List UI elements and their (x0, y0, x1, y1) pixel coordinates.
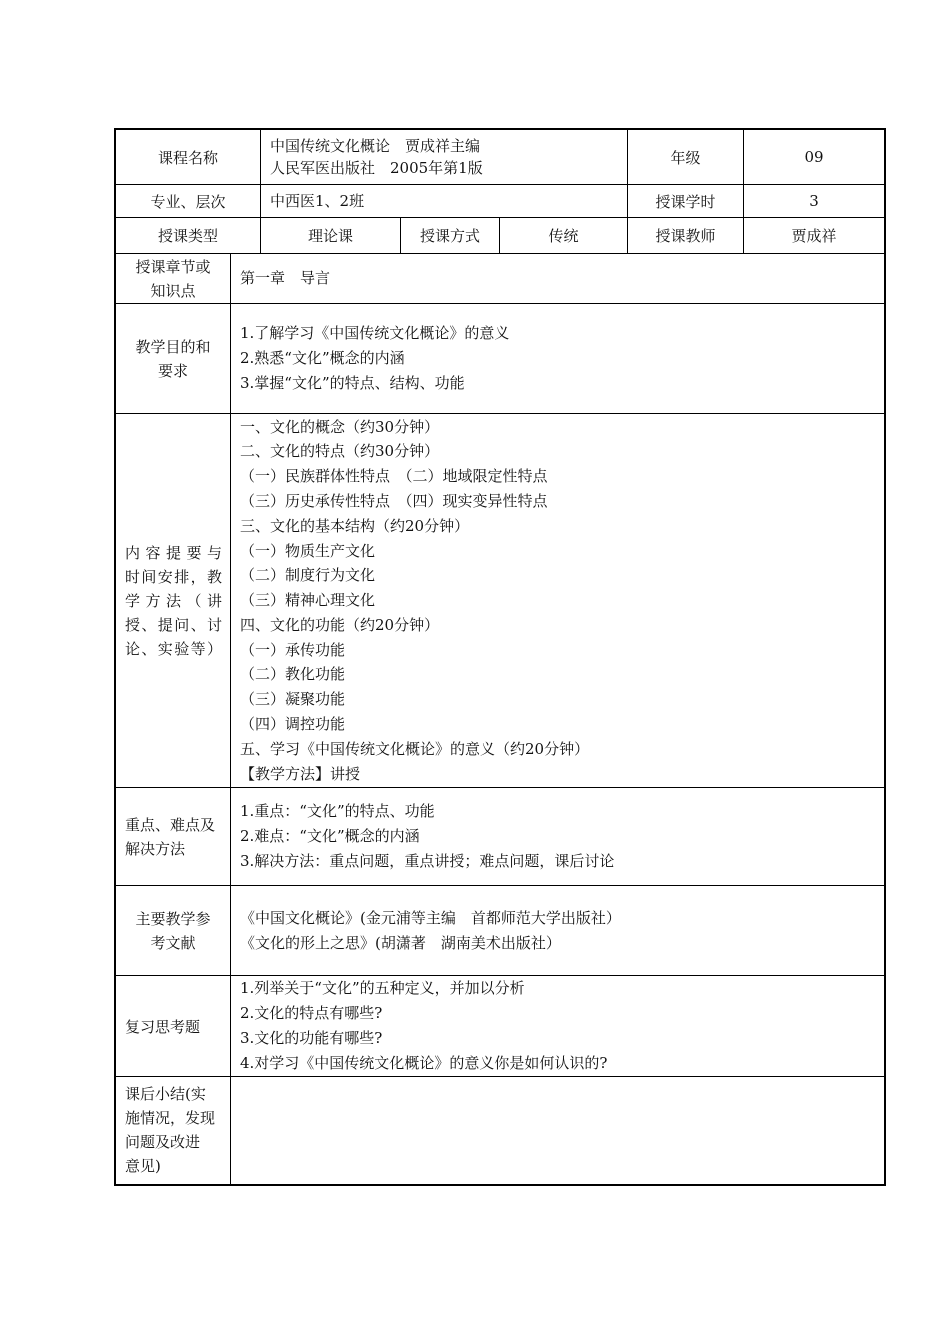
row-summary (116, 1077, 884, 1184)
content-line: （一）物质生产文化 (240, 541, 376, 560)
teacher-value: 贾成祥 (791, 227, 837, 245)
course-name-value-cell (261, 130, 628, 184)
major-value: 中西医1、2班 (270, 191, 365, 210)
summary-label-line: 课后小结(实 (125, 1085, 206, 1103)
objective-item: 2.熟悉“文化”概念的内涵 (240, 349, 405, 368)
content-line: （一）承传功能 (240, 640, 346, 659)
content-line: 一、文化的概念（约30分钟） (240, 417, 440, 436)
type-value-cell (261, 218, 401, 253)
content-line: （一）民族群体性特点 （二）地域限定性特点 (240, 467, 548, 486)
type-label: 授课类型 (157, 227, 218, 245)
method-label-cell (401, 218, 500, 253)
type-label-cell (116, 218, 261, 253)
summary-label-line: 施情况，发现 (125, 1109, 216, 1127)
review-question: 3.文化的功能有哪些? (240, 1029, 383, 1047)
objectives-label-line1: 教学目的和 (135, 337, 211, 356)
references-label-cell (116, 886, 231, 975)
content-line: （三）凝聚功能 (240, 690, 346, 709)
chapter-value: 第一章 导言 (240, 269, 331, 288)
row-objectives (116, 304, 884, 414)
content-line: 四、文化的功能（约20分钟） (240, 615, 440, 634)
major-label: 专业、层次 (150, 192, 226, 211)
grade-label-cell (628, 130, 744, 184)
keypoints-label-line1: 重点、难点及 (125, 815, 216, 834)
row-chapter (116, 254, 884, 304)
references-label-line1: 主要教学参 (135, 909, 211, 928)
references-label-line2: 考文献 (150, 933, 196, 952)
type-value: 理论课 (307, 227, 353, 245)
row-keypoints (116, 788, 884, 886)
review-label: 复习思考题 (125, 1017, 201, 1036)
objective-item: 1.了解学习《中国传统文化概论》的意义 (240, 324, 510, 343)
method-value: 传统 (548, 227, 579, 245)
summary-label-line: 问题及改进 (125, 1133, 201, 1151)
content-line: 二、文化的特点（约30分钟） (240, 442, 440, 461)
content-line: （四）调控功能 (240, 715, 346, 734)
content-line: 【教学方法】讲授 (240, 764, 361, 783)
content-label-cell (116, 414, 231, 787)
objectives-label-line2: 要求 (157, 361, 188, 380)
content-label-line: 时间安排，教 (125, 567, 222, 586)
reference-item: 《文化的形上之思》(胡潇著 湖南美术出版社） (240, 933, 561, 952)
content-label-line: 学方法（讲 (125, 591, 222, 610)
summary-label-cell (116, 1077, 231, 1184)
row-major (116, 185, 884, 218)
review-question: 2.文化的特点有哪些? (240, 1004, 383, 1023)
review-label-cell (116, 976, 231, 1076)
hours-label: 授课学时 (655, 192, 716, 211)
course-name-label-cell (116, 130, 261, 184)
content-line: （二）制度行为文化 (240, 566, 376, 585)
major-label-cell (116, 185, 261, 217)
objective-item: 3.掌握“文化”的特点、结构、功能 (240, 373, 465, 392)
teacher-label: 授课教师 (655, 227, 716, 245)
content-line: （三）历史承传性特点 （四）现实变异性特点 (240, 491, 548, 510)
review-value-cell (231, 976, 884, 1076)
summary-value-cell[interactable] (231, 1077, 884, 1184)
teacher-value-cell (744, 218, 884, 253)
grade-label: 年级 (670, 148, 701, 167)
keypoint-item: 2.难点：“文化”概念的内涵 (240, 827, 420, 846)
course-name-line2: 人民军医出版社 2005年第1版 (270, 159, 483, 177)
row-review (116, 976, 884, 1077)
row-course-name (116, 130, 884, 185)
method-value-cell (500, 218, 628, 253)
course-name-line1: 中国传统文化概论 贾成祥主编 (270, 137, 481, 155)
hours-label-cell (628, 185, 744, 217)
row-type (116, 218, 884, 254)
content-value-cell (231, 414, 884, 787)
content-label-line: 授、提问、讨 (125, 615, 222, 634)
keypoint-item: 3.解决方法：重点问题，重点讲授；难点问题，课后讨论 (240, 851, 615, 870)
objectives-label-cell (116, 304, 231, 413)
content-label-line: 内容提要与 (125, 543, 222, 562)
chapter-label-line1: 授课章节或 (135, 257, 211, 276)
chapter-label-line2: 知识点 (150, 281, 196, 300)
content-label-line: 论、实验等） (125, 639, 222, 658)
review-question: 1.列举关于“文化”的五种定义，并加以分析 (240, 979, 525, 998)
method-label: 授课方式 (419, 227, 480, 245)
row-content (116, 414, 884, 788)
reference-item: 《中国文化概论》(金元浦等主编 首都师范大学出版社） (240, 908, 621, 927)
course-name-label: 课程名称 (157, 148, 218, 167)
hours-value: 3 (809, 192, 819, 210)
hours-value-cell (744, 185, 884, 217)
chapter-label-cell (116, 254, 231, 303)
review-question: 4.对学习《中国传统文化概论》的意义你是如何认识的? (240, 1053, 608, 1072)
content-line: （三）精神心理文化 (240, 591, 376, 610)
content-line: （二）教化功能 (240, 665, 346, 684)
lesson-plan-table (114, 128, 886, 1186)
content-line: 三、文化的基本结构（约20分钟） (240, 516, 470, 535)
references-value-cell (231, 886, 884, 975)
keypoints-label-line2: 解决方法 (125, 839, 186, 858)
grade-value: 09 (804, 148, 824, 166)
content-line: 五、学习《中国传统文化概论》的意义（约20分钟） (240, 739, 590, 758)
keypoints-label-cell (116, 788, 231, 885)
summary-label-line: 意见) (125, 1157, 161, 1175)
keypoints-value-cell (231, 788, 884, 885)
teacher-label-cell (628, 218, 744, 253)
objectives-value-cell (231, 304, 884, 413)
chapter-value-cell (231, 254, 884, 303)
grade-value-cell (744, 130, 884, 184)
row-references (116, 886, 884, 976)
major-value-cell (261, 185, 628, 217)
keypoint-item: 1.重点：“文化”的特点、功能 (240, 802, 435, 821)
